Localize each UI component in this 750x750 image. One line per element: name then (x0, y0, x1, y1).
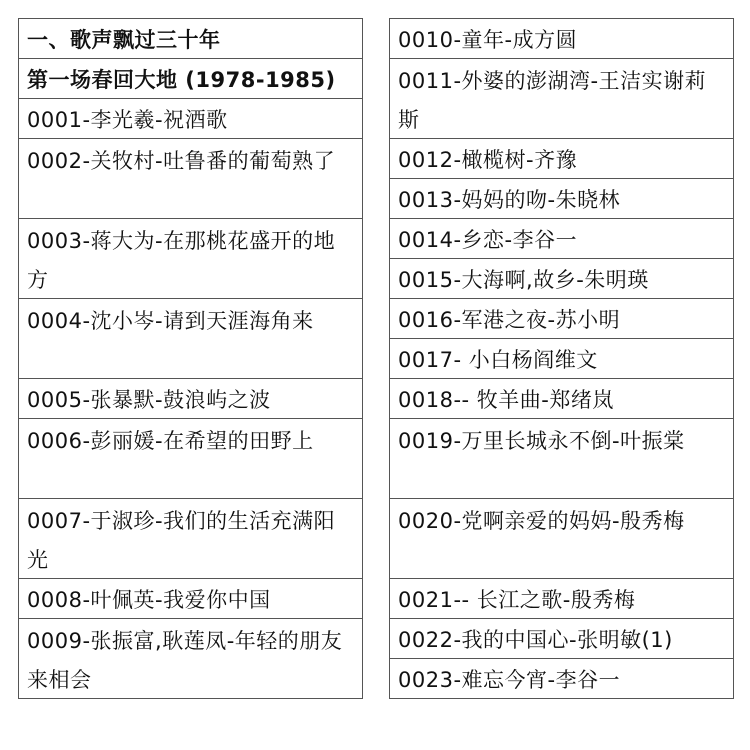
song-entry: 0010-童年-成方圆 (390, 19, 733, 59)
song-entry: 0011-外婆的澎湖湾-王洁实谢莉斯 (390, 59, 733, 139)
song-entry: 0008-叶佩英-我爱你中国 (19, 579, 362, 619)
right-song-table (389, 18, 734, 699)
song-entry: 0019-万里长城永不倒-叶振棠 (390, 419, 733, 499)
song-entry: 0007-于淑珍-我们的生活充满阳光 (19, 499, 362, 579)
song-entry: 0020-党啊亲爱的妈妈-殷秀梅 (390, 499, 733, 579)
song-entry: 0006-彭丽媛-在希望的田野上 (19, 419, 362, 499)
song-entry: 0022-我的中国心-张明敏(1) (390, 619, 733, 659)
song-entry: 0014-乡恋-李谷一 (390, 219, 733, 259)
song-entry: 0005-张暴默-鼓浪屿之波 (19, 379, 362, 419)
song-entry: 0002-关牧村-吐鲁番的葡萄熟了 (19, 139, 362, 219)
song-entry: 0009-张振富,耿莲凤-年轻的朋友来相会 (19, 619, 362, 699)
song-entry: 0018-- 牧羊曲-郑绪岚 (390, 379, 733, 419)
left-song-table (18, 18, 363, 699)
song-entry: 0012-橄榄树-齐豫 (390, 139, 733, 179)
section-heading: 一、歌声飘过三十年 (19, 19, 362, 59)
song-entry: 0017- 小白杨阎维文 (390, 339, 733, 379)
song-entry: 0013-妈妈的吻-朱晓林 (390, 179, 733, 219)
song-entry: 0015-大海啊,故乡-朱明瑛 (390, 259, 733, 299)
song-entry: 0004-沈小岑-请到天涯海角来 (19, 299, 362, 379)
song-entry: 0003-蒋大为-在那桃花盛开的地方 (19, 219, 362, 299)
song-entry: 0023-难忘今宵-李谷一 (390, 659, 733, 699)
song-entry: 0016-军港之夜-苏小明 (390, 299, 733, 339)
song-entry: 0021-- 长江之歌-殷秀梅 (390, 579, 733, 619)
subsection-heading: 第一场春回大地 (1978-1985) (19, 59, 362, 99)
song-entry: 0001-李光羲-祝酒歌 (19, 99, 362, 139)
